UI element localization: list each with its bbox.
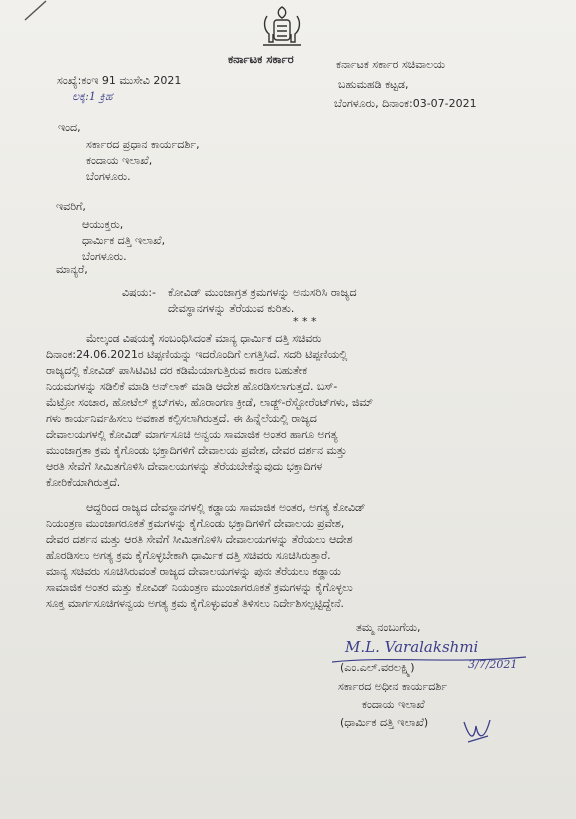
body-paragraph-1: [46, 331, 540, 491]
body-line: ರಾಜ್ಯದಲ್ಲಿ ಕೋವಿಡ್ ಪಾಸಿಟಿವಿಟಿ ದರ ಕಡಿಮೆಯಾಗುತ್ತಿರುವ ಕಾರಣ ಬಹುತೇಕ: [46, 364, 307, 377]
body-line: ಮುಂಜಾಗ್ರತಾ ಕ್ರಮ ಕೈಗೊಂಡು ಭಕ್ತಾದಿಗಳಿಗೆ ದೇವಾಲಯ ಪ್ರವೇಶ, ದೇವರ ದರ್ಶನ ಮತ್ತು: [46, 444, 347, 457]
office-building: ಬಹುಮಹಡಿ ಕಟ್ಟಡ,: [338, 78, 409, 91]
body-line: ಕೋರಿಕೆಯಾಗಿರುತ್ತದೆ.: [46, 476, 121, 489]
designation: ಸರ್ಕಾರದ ಅಧೀನ ಕಾರ್ಯದರ್ಶಿ: [338, 680, 448, 693]
salutation: ಮಾನ್ಯರೆ,: [56, 263, 88, 276]
signature: M.L. Varalakshmi: [345, 638, 479, 656]
from-label: ಇಂದ,: [58, 121, 81, 134]
body-line: ನಿಯಮಗಳನ್ನು ಸಡಿಲಿಕೆ ಮಾಡಿ ಅನ್‌ಲಾಕ್ ಮಾಡಿ ಆದೇಶ ಹೊರಡಿಸಲಾಗುತ್ತದೆ. ಬಸ್-: [46, 380, 338, 393]
sub-department: (ಧಾರ್ಮಿಕ ದತ್ತಿ ಇಲಾಖೆ): [340, 716, 429, 729]
divider: * * *: [293, 315, 317, 328]
page-title: ಕರ್ನಾಟಕ ಸರ್ಕಾರ: [228, 52, 294, 66]
from-line: ಬೆಂಗಳೂರು.: [86, 170, 131, 183]
to-line: ಆಯುಕ್ತರು,: [82, 218, 124, 231]
subject-line: ಕೋವಿಡ್ ಮುಂಜಾಗ್ರತ ಕ್ರಮಗಳನ್ನು ಅನುಸರಿಸಿ ರಾಜ್ಯದ: [168, 286, 357, 299]
body-line: ಸೂಕ್ತ ಮಾರ್ಗಸೂಚಿಗಳನ್ವಯ ಅಗತ್ಯ ಕ್ರಮ ಕೈಗೊಳ್ಳುವಂತೆ ತಿಳಿಸಲು ನಿರ್ದೇಶಿಸಲ್ಪಟ್ಟಿದ್ದೇನೆ.: [46, 597, 344, 610]
body-line: ಗಳು ಕಾರ್ಯನಿರ್ವಹಿಸಲು ಅವಕಾಶ ಕಲ್ಪಿಸಲಾಗಿರುತ್ತದೆ. ಈ ಹಿನ್ನೆಲೆಯಲ್ಲಿ ರಾಜ್ಯದ: [46, 412, 317, 425]
pen-mark-icon: [22, 0, 48, 22]
body-line: ಸಾಮಾಜಿಕ ಅಂತರ ಮತ್ತು ಕೋವಿಡ್ ನಿಯಂತ್ರಣ ಮುಂಜಾಗರೂಕತೆ ಕ್ರಮಗಳನ್ನು ಕೈಗೊಳ್ಳಲು: [46, 581, 353, 594]
signatory-name: (ಎಂ.ಎಲ್.ವರಲಕ್ಷ್ಮಿ): [340, 661, 415, 674]
to-line: ಧಾರ್ಮಿಕ ದತ್ತಿ ಇಲಾಖೆ,: [82, 234, 166, 247]
subject-label: ವಿಷಯ:-: [122, 286, 157, 299]
body-line: ಮೆಟ್ರೋ ಸಂಚಾರ, ಹೋಟೆಲ್ ಕ್ಲಬ್‌ಗಳು, ಹೊರಾಂಗಣ ಕ್ರೀಡೆ, ಲಾಡ್ಜ್-ರೆಸ್ಟೋರೆಂಟ್‌ಗಳು, ಜಿಮ್: [46, 396, 373, 409]
to-line: ಬೆಂಗಳೂರು.: [82, 250, 127, 263]
reference-handwritten: ಲಕ್ಕ:1 ಕ್ರಿಹ: [72, 90, 113, 103]
state-emblem-icon: [257, 4, 307, 48]
body-line: ಮೇಲ್ಕಂಡ ವಿಷಯಕ್ಕೆ ಸಂಬಂಧಿಸಿದಂತೆ ಮಾನ್ಯ ಧಾರ್ಮಿಕ ದತ್ತಿ ಸಚಿವರು: [86, 332, 322, 345]
body-line: ದೇವರ ದರ್ಶನ ಮತ್ತು ಆರತಿ ಸೇವೆಗೆ ಸೀಮಿತಗೊಳಿಸಿ ದೇವಾಲಯಗಳನ್ನು ತೆರೆಯಲು ಆದೇಶ: [46, 533, 353, 546]
department: ಕಂದಾಯ ಇಲಾಖೆ: [362, 698, 425, 711]
body-line: ದಿನಾಂಕ:24.06.2021ರ ಟಿಪ್ಪಣಿಯನ್ನು ಇದರೊಂದಿಗೆ ಲಗತ್ತಿಸಿದೆ. ಸದರಿ ಟಿಪ್ಪಣಿಯಲ್ಲಿ: [46, 348, 348, 361]
office-name: ಕರ್ನಾಟಕ ಸರ್ಕಾರ ಸಚಿವಾಲಯ: [336, 58, 446, 71]
body-line: ನಿಯಂತ್ರಣ ಮುಂಜಾಗರೂಕತೆ ಕ್ರಮಗಳನ್ನು ಕೈಗೊಂಡು ಭಕ್ತಾದಿಗಳಿಗೆ ದೇವಾಲಯ ಪ್ರವೇಶ,: [46, 517, 345, 530]
initials-mark-icon: [460, 716, 494, 746]
city-date: ಬೆಂಗಳೂರು, ದಿನಾಂಕ:03-07-2021: [334, 97, 477, 110]
from-line: ಕಂದಾಯ ಇಲಾಖೆ,: [86, 154, 153, 167]
reference-number: ಸಂಖ್ಯೆ:ಕಂಇ 91 ಮುಸೇವಿ 2021: [57, 74, 182, 87]
signature-date: 3/7/2021: [468, 658, 518, 671]
from-line: ಸರ್ಕಾರದ ಪ್ರಧಾನ ಕಾರ್ಯದರ್ಶಿ,: [86, 138, 200, 151]
body-line: ಹೊರಡಿಸಲು ಅಗತ್ಯ ಕ್ರಮ ಕೈಗೊಳ್ಳಬೇಕಾಗಿ ಧಾರ್ಮಿಕ ದತ್ತಿ ಸಚಿವರು ಸೂಚಿಸಿರುತ್ತಾರೆ.: [46, 549, 331, 562]
to-label: ಇವರಿಗೆ,: [56, 200, 86, 213]
body-line: ಆರತಿ ಸೇವೆಗೆ ಸೀಮಿತಗೊಳಿಸಿ ದೇವಾಲಯಗಳನ್ನು ತೆರೆಯಬೇಕೆನ್ನುವುದು ಭಕ್ತಾದಿಗಳ: [46, 460, 323, 473]
body-paragraph-2: [46, 500, 540, 612]
body-line: ದೇವಾಲಯಗಳಲ್ಲಿ ಕೋವಿಡ್ ಮಾರ್ಗಸೂಚಿ ಅನ್ವಯ ಸಾಮಾಜಿಕ ಅಂತರ ಹಾಗೂ ಅಗತ್ಯ: [46, 428, 338, 441]
subject-line: ದೇವಸ್ಥಾನಗಳನ್ನು ತೆರೆಯುವ ಕುರಿತು.: [168, 302, 295, 315]
body-line: ಆದ್ದರಿಂದ ರಾಜ್ಯದ ದೇವಸ್ಥಾನಗಳಲ್ಲಿ ಕಡ್ಡಾಯ ಸಾಮಾಜಿಕ ಅಂತರ, ಅಗತ್ಯ ಕೋವಿಡ್: [86, 501, 366, 514]
closing-yours: ತಮ್ಮ ನಂಬುಗೆಯ,: [356, 621, 421, 634]
body-line: ಮಾನ್ಯ ಸಚಿವರು ಸೂಚಿಸಿರುವಂತೆ ರಾಜ್ಯದ ದೇವಾಲಯಗಳನ್ನು ಪುನಃ ತೆರೆಯಲು ಕಡ್ಡಾಯ: [46, 565, 341, 578]
